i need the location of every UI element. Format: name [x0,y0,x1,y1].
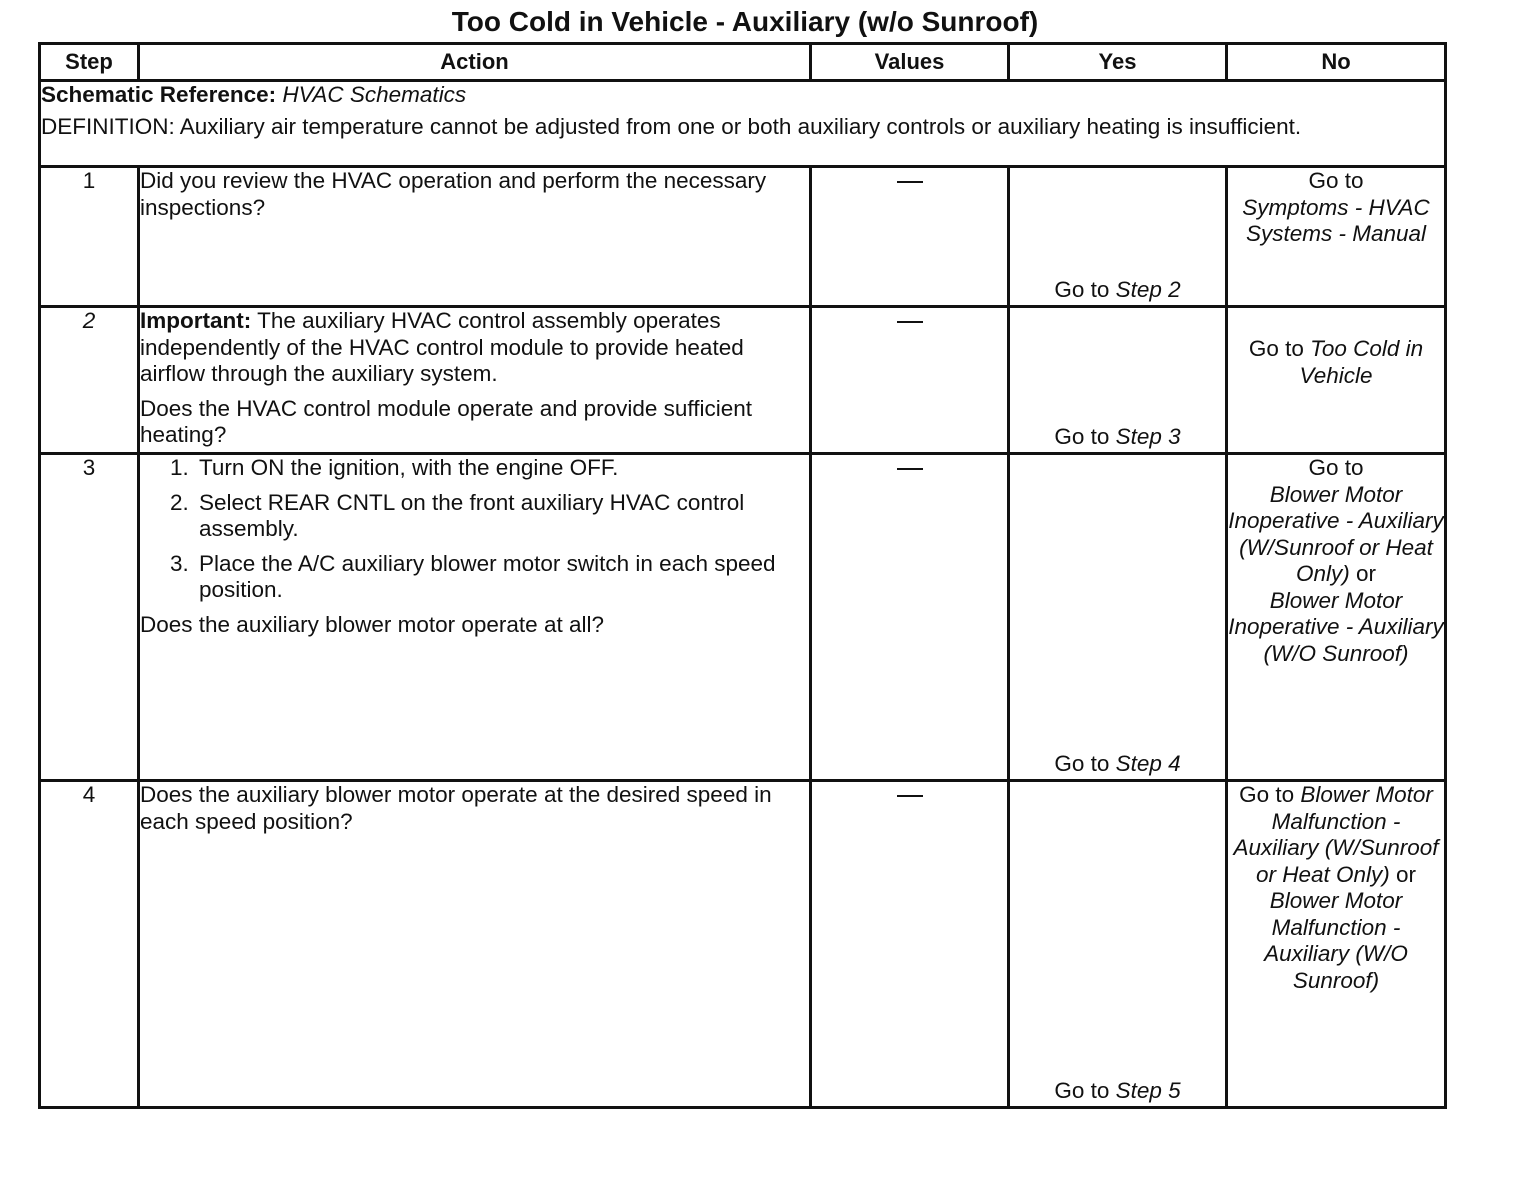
yes-cell [1009,454,1227,781]
yes-prefix: Go to [1054,423,1116,449]
header-row [40,44,1446,81]
yes-prefix: Go to [1054,750,1116,776]
procedure-list [140,455,809,604]
no-cell [1227,307,1446,454]
reference-cell [40,81,1446,167]
yes-cell [1009,307,1227,454]
no-prefix: Go to [1248,336,1311,361]
table-row [40,781,1446,1108]
yes-cell [1009,781,1227,1108]
page-title: Too Cold in Vehicle - Auxiliary (w/o Sunroof) [451,6,1039,37]
no-cell [1227,167,1446,307]
yes-link[interactable]: Step 3 [1115,423,1181,449]
table-row [40,307,1446,454]
no-cell [1227,454,1446,781]
schematic-reference-link[interactable]: HVAC Schematics [282,82,467,107]
no-link[interactable]: Too Cold in Vehicle [1299,336,1424,388]
values-cell [811,781,1009,1108]
step-number: 1 [40,167,139,307]
yes-cell [1009,167,1227,307]
no-link-1[interactable]: Blower Motor Inoperative - Auxiliary (W/Sunroof or Heat Only) [1228,481,1444,586]
action-cell [139,307,811,454]
table-row [40,167,1446,307]
action-text: Did you review the HVAC operation and perform the necessary inspections? [139,167,811,307]
dash-mark [897,795,923,797]
important-text: The auxiliary HVAC control assembly operates independently of the HVAC control module to provide heated airflow through the auxiliary system. [140,308,744,386]
yes-prefix: Go to [1054,276,1116,302]
header-action: Action [139,44,811,81]
dash-mark [897,181,923,183]
action-text: Does the HVAC control module operate and provide sufficient heating? [140,395,753,447]
values-cell [811,454,1009,781]
list-item: 3. Place the A/C auxiliary blower motor switch in each speed position. [195,551,809,604]
no-or: or [1389,861,1417,887]
no-prefix: Go to [1308,168,1364,193]
header-yes: Yes [1009,44,1227,81]
important-label: Important: [140,308,252,333]
schematic-reference [41,82,1444,109]
diagnostic-table [38,42,1447,1109]
header-no: No [1227,44,1446,81]
yes-link[interactable]: Step 5 [1115,1077,1181,1103]
no-link-2[interactable]: Blower Motor Inoperative - Auxiliary (W/O Sunroof) [1228,587,1444,666]
dash-mark [897,321,923,323]
table-row [40,454,1446,781]
list-item: 1. Turn ON the ignition, with the engine OFF. [195,455,809,482]
no-prefix: Go to [1239,782,1301,807]
no-cell [1227,781,1446,1108]
yes-prefix: Go to [1054,1077,1116,1103]
yes-link[interactable]: Step 2 [1115,276,1181,302]
action-text: Does the auxiliary blower motor operate at the desired speed in each speed position? [139,781,811,1108]
reference-row [40,81,1446,167]
action-text: Does the auxiliary blower motor operate at all? [140,611,604,637]
action-cell [139,454,811,781]
step-number: 2 [40,307,139,454]
no-prefix: Go to [1308,455,1364,480]
schematic-reference-label: Schematic Reference: [41,82,277,107]
no-link-2[interactable]: Blower Motor Malfunction - Auxiliary (W/O Sunroof) [1264,888,1408,993]
important-note [140,308,809,388]
header-values: Values [811,44,1009,81]
no-or: or [1349,561,1377,586]
list-item: 2. Select REAR CNTL on the front auxiliary HVAC control assembly. [195,490,809,543]
step-number: 4 [40,781,139,1108]
values-cell [811,307,1009,454]
values-cell [811,167,1009,307]
header-step: Step [40,44,139,81]
no-link-1[interactable]: Blower Motor Malfunction - Auxiliary (W/Sunroof or Heat Only) [1233,782,1439,887]
dash-mark [897,468,923,470]
yes-link[interactable]: Step 4 [1115,750,1181,776]
definition-text: DEFINITION: Auxiliary air temperature cannot be adjusted from one or both auxiliary controls or auxiliary heating is insufficient. [41,113,1302,139]
no-link[interactable]: Symptoms - HVAC Systems - Manual [1242,194,1430,246]
step-number: 3 [40,454,139,781]
